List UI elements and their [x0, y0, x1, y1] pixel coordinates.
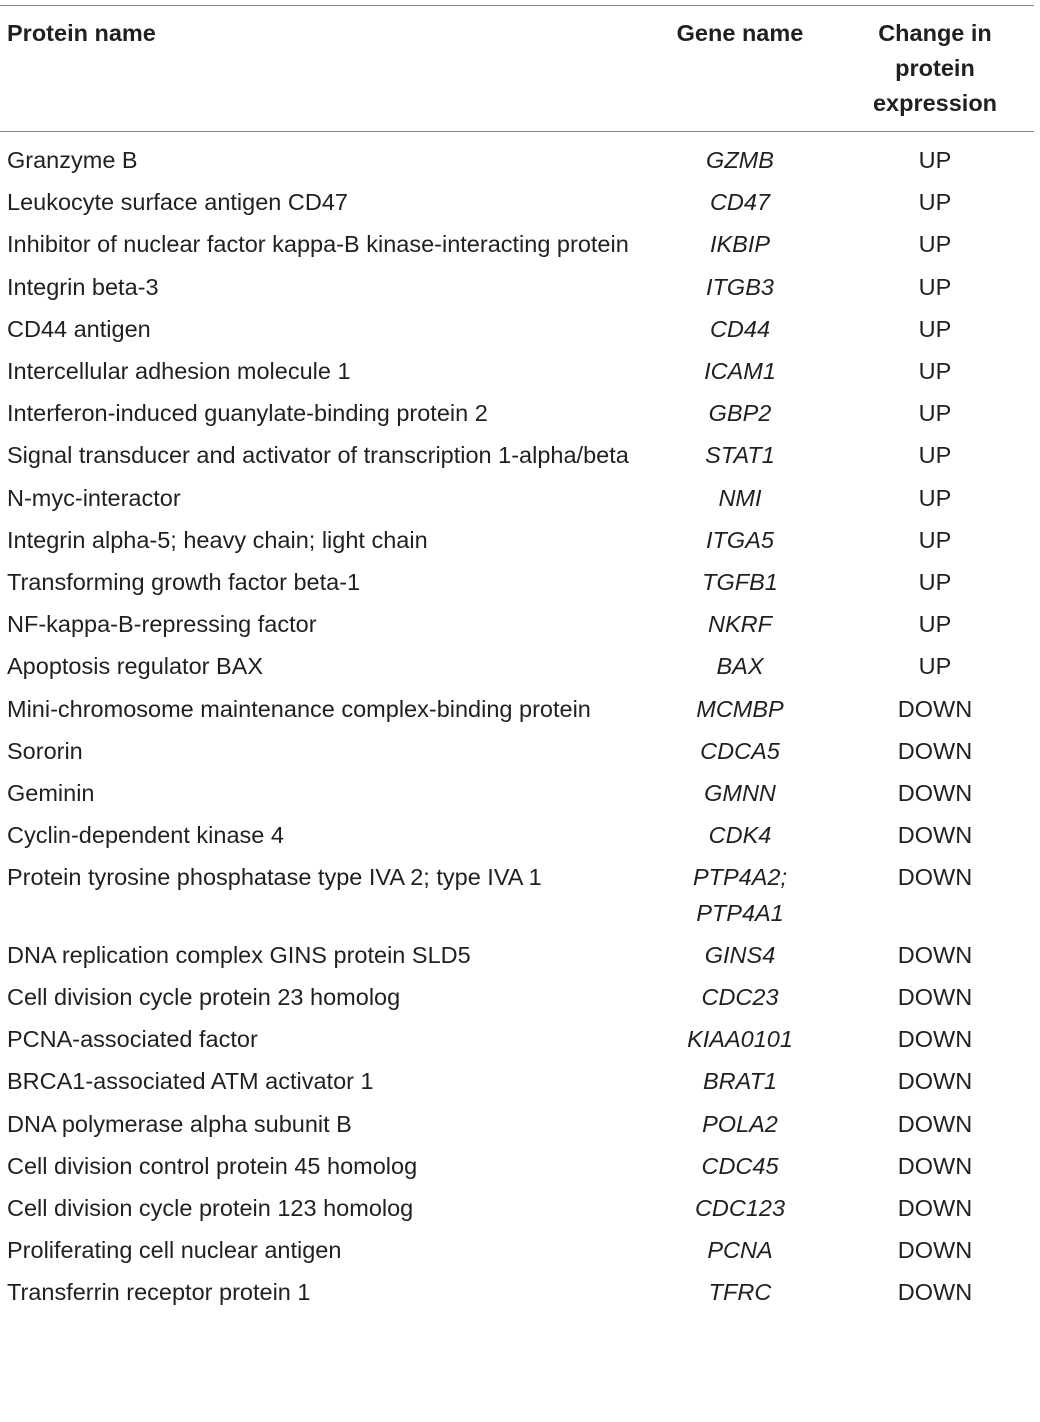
header-change-in-expression: Change in protein expression — [872, 20, 998, 116]
protein-name-cell: Apoptosis regulator BAX — [7, 653, 264, 680]
gene-name-cell: NMI — [718, 484, 762, 511]
gene-name-cell: NKRF — [708, 611, 772, 638]
expression-change-cell: UP — [918, 611, 952, 638]
table-row — [0, 649, 1040, 691]
gene-name-cell: GBP2 — [708, 400, 772, 427]
gene-name-cell: PTP4A2; PTP4A1 — [692, 864, 788, 926]
table-row — [0, 565, 1040, 607]
expression-change-cell: DOWN — [897, 1026, 973, 1053]
gene-name-cell: POLA2 — [702, 1110, 778, 1137]
protein-name-cell: PCNA-associated factor — [7, 1026, 258, 1053]
expression-change-cell: UP — [918, 273, 952, 300]
protein-name-cell: Cell division control protein 45 homolog — [7, 1152, 418, 1179]
protein-name-cell: Transforming growth factor beta-1 — [7, 569, 361, 596]
protein-name-cell: Protein tyrosine phosphatase type IVA 2; type IVA 1 — [7, 864, 542, 891]
protein-name-cell: Proliferating cell nuclear antigen — [7, 1237, 342, 1264]
table-row — [0, 438, 1040, 480]
protein-name-cell: Sororin — [7, 737, 83, 764]
gene-name-cell: PCNA — [707, 1237, 773, 1264]
header-protein-name: Protein name — [7, 20, 156, 46]
expression-change-cell: UP — [918, 653, 952, 680]
table-row — [0, 734, 1040, 776]
protein-name-cell: BRCA1-associated ATM activator 1 — [7, 1068, 374, 1095]
gene-name-cell: CDK4 — [708, 822, 772, 849]
gene-name-cell: ITGB3 — [706, 273, 774, 300]
table-row — [0, 523, 1040, 565]
protein-name-cell: Mini-chromosome maintenance complex-binding protein — [7, 695, 591, 722]
gene-name-cell: IKBIP — [709, 231, 771, 258]
table-row — [0, 980, 1040, 1022]
gene-name-cell: ITGA5 — [706, 526, 774, 553]
table-row — [0, 270, 1040, 312]
protein-name-cell: Cyclin-dependent kinase 4 — [7, 822, 284, 849]
expression-change-cell: DOWN — [897, 1279, 973, 1306]
table-row — [0, 607, 1040, 649]
expression-change-cell: DOWN — [897, 695, 973, 722]
gene-name-cell: GZMB — [706, 147, 774, 173]
table-row — [0, 776, 1040, 818]
gene-name-cell: CD47 — [709, 189, 771, 216]
table-row — [0, 1275, 1040, 1317]
protein-name-cell: Signal transducer and activator of transcription 1-alpha/beta — [7, 442, 629, 469]
expression-change-cell: UP — [918, 189, 952, 216]
expression-change-cell: DOWN — [897, 780, 973, 807]
protein-name-cell: NF-kappa-B-repressing factor — [7, 611, 317, 638]
table-row — [0, 1191, 1040, 1233]
expression-change-cell: UP — [918, 358, 952, 385]
protein-name-cell: Interferon-induced guanylate-binding protein 2 — [7, 400, 488, 427]
protein-name-cell: Intercellular adhesion molecule 1 — [7, 358, 351, 385]
table-row — [0, 312, 1040, 354]
gene-name-cell: BAX — [716, 653, 764, 680]
expression-change-cell: DOWN — [897, 1068, 973, 1095]
expression-change-cell: DOWN — [897, 1110, 973, 1137]
table-row — [0, 396, 1040, 438]
table-row — [0, 481, 1040, 523]
expression-change-cell: UP — [918, 400, 952, 427]
protein-name-cell: Geminin — [7, 780, 95, 807]
protein-name-cell: Integrin beta-3 — [7, 273, 159, 300]
protein-name-cell: DNA polymerase alpha subunit B — [7, 1110, 352, 1137]
table-row — [0, 938, 1040, 980]
expression-change-cell: DOWN — [897, 1237, 973, 1264]
gene-name-cell: KIAA0101 — [687, 1026, 793, 1053]
table-row — [0, 1064, 1040, 1106]
protein-name-cell: N-myc-interactor — [7, 484, 181, 511]
protein-name-cell: CD44 antigen — [7, 315, 151, 342]
gene-name-cell: ICAM1 — [704, 358, 776, 385]
gene-name-cell: STAT1 — [705, 442, 775, 469]
expression-change-cell: UP — [918, 484, 952, 511]
table-row — [0, 1149, 1040, 1191]
header-gene-name: Gene name — [676, 20, 804, 46]
table-row — [0, 1107, 1040, 1149]
gene-name-cell: CDC45 — [701, 1152, 779, 1179]
expression-change-cell: DOWN — [897, 1195, 973, 1222]
gene-name-cell: TFRC — [708, 1279, 772, 1306]
expression-change-cell: UP — [918, 442, 952, 469]
expression-change-cell: DOWN — [897, 984, 973, 1011]
expression-change-cell: UP — [918, 526, 952, 553]
protein-name-cell: DNA replication complex GINS protein SLD5 — [7, 941, 471, 968]
protein-name-cell: Cell division cycle protein 123 homolog — [7, 1195, 414, 1222]
protein-name-cell: Cell division cycle protein 23 homolog — [7, 984, 401, 1011]
table-body — [0, 143, 1040, 1318]
table-row — [0, 185, 1040, 227]
gene-name-cell: CDC123 — [694, 1195, 786, 1222]
table-row — [0, 860, 1040, 937]
gene-name-cell: CDCA5 — [700, 737, 780, 764]
expression-change-cell: UP — [918, 569, 952, 596]
table-row — [0, 818, 1040, 860]
gene-name-cell: MCMBP — [696, 695, 784, 722]
table-row — [0, 1022, 1040, 1064]
table-row — [0, 143, 1040, 185]
table-row — [0, 692, 1040, 734]
table-top-rule — [0, 5, 1034, 6]
gene-name-cell: TGFB1 — [702, 569, 778, 596]
gene-name-cell: BRAT1 — [703, 1068, 777, 1095]
table-row — [0, 227, 1040, 269]
expression-change-cell: DOWN — [897, 941, 973, 968]
expression-change-cell: DOWN — [897, 1152, 973, 1179]
expression-change-cell: DOWN — [897, 864, 973, 891]
expression-change-cell: DOWN — [897, 737, 973, 764]
table-header-rule — [0, 131, 1034, 132]
gene-name-cell: CDC23 — [701, 984, 779, 1011]
protein-name-cell: Integrin alpha-5; heavy chain; light chain — [7, 526, 428, 553]
expression-change-cell: UP — [918, 147, 952, 173]
table-row — [0, 354, 1040, 396]
gene-name-cell: GMNN — [704, 780, 776, 807]
expression-change-cell: UP — [918, 231, 952, 258]
gene-name-cell: CD44 — [709, 315, 771, 342]
expression-change-cell: DOWN — [897, 822, 973, 849]
table-row — [0, 1233, 1040, 1275]
gene-name-cell: GINS4 — [704, 941, 776, 968]
expression-change-cell: UP — [918, 315, 952, 342]
protein-name-cell: Granzyme B — [7, 147, 138, 173]
protein-name-cell: Inhibitor of nuclear factor kappa-B kinase-interacting protein — [7, 231, 629, 258]
protein-name-cell: Leukocyte surface antigen CD47 — [7, 189, 348, 216]
protein-name-cell: Transferrin receptor protein 1 — [7, 1279, 311, 1306]
